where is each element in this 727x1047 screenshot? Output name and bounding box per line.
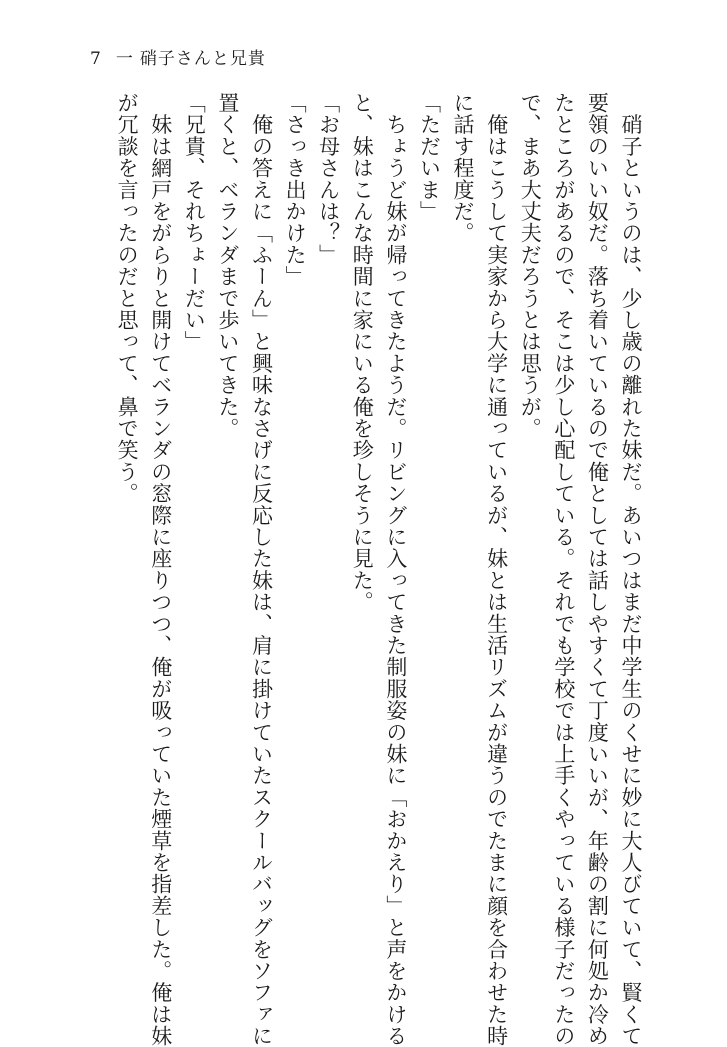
text-line: 要領のいい奴だ。落ち着いているので俺としては話しやすくて丁度いいが、年齢の割に何処か冷め xyxy=(585,92,610,1047)
text-line: 「さっき出かけた」 xyxy=(283,92,308,288)
text-line: 「ただいま」 xyxy=(417,92,442,223)
text-line: と、妹はこんな時間に家にいる俺を珍しそうに見た。 xyxy=(350,92,375,613)
page-number: 7 xyxy=(90,49,102,69)
text-line: 妹は網戸をがらりと開けてベランダの窓際に座りつつ、俺が吸っていた煙草を指差した。俺は妹 xyxy=(148,92,173,1047)
text-line: 俺の答えに「ふーん」と興味なさげに反応した妹は、肩に掛けていたスクールバッグをソファに xyxy=(249,92,274,1047)
text-line: 俺はこうして実家から大学に通っているが、妹とは生活リズムが違うのでたまに顔を合わせた時 xyxy=(484,92,509,1047)
text-line: 置くと、ベランダまで歩いてきた。 xyxy=(215,92,240,440)
text-line: で、まあ大丈夫だろうとは思うが。 xyxy=(518,92,543,440)
body-text xyxy=(110,92,648,1047)
running-head xyxy=(90,44,266,69)
text-line: たところがあるので、そこは少し心配している。それでも学校では上手くやっている様子だったの xyxy=(551,92,576,1047)
text-line: ちょうど妹が帰ってきたようだ。リビングに入ってきた制服姿の妹に「おかえり」と声をかける xyxy=(383,92,408,1047)
text-line: 「兄貴、それちょーだい」 xyxy=(182,92,207,353)
text-line: に話す程度だ。 xyxy=(451,92,476,244)
text-line: 「お母さんは？」 xyxy=(316,92,341,266)
text-line: が冗談を言ったのだと思って、鼻で笑う。 xyxy=(115,92,140,505)
text-line: 硝子というのは、少し歳の離れた妹だ。あいつはまだ中学生のくせに妙に大人びていて、賢くて xyxy=(619,92,643,1047)
chapter-title: 硝子さんと兄貴 xyxy=(139,49,266,69)
chapter-mark: 一 xyxy=(115,49,134,69)
